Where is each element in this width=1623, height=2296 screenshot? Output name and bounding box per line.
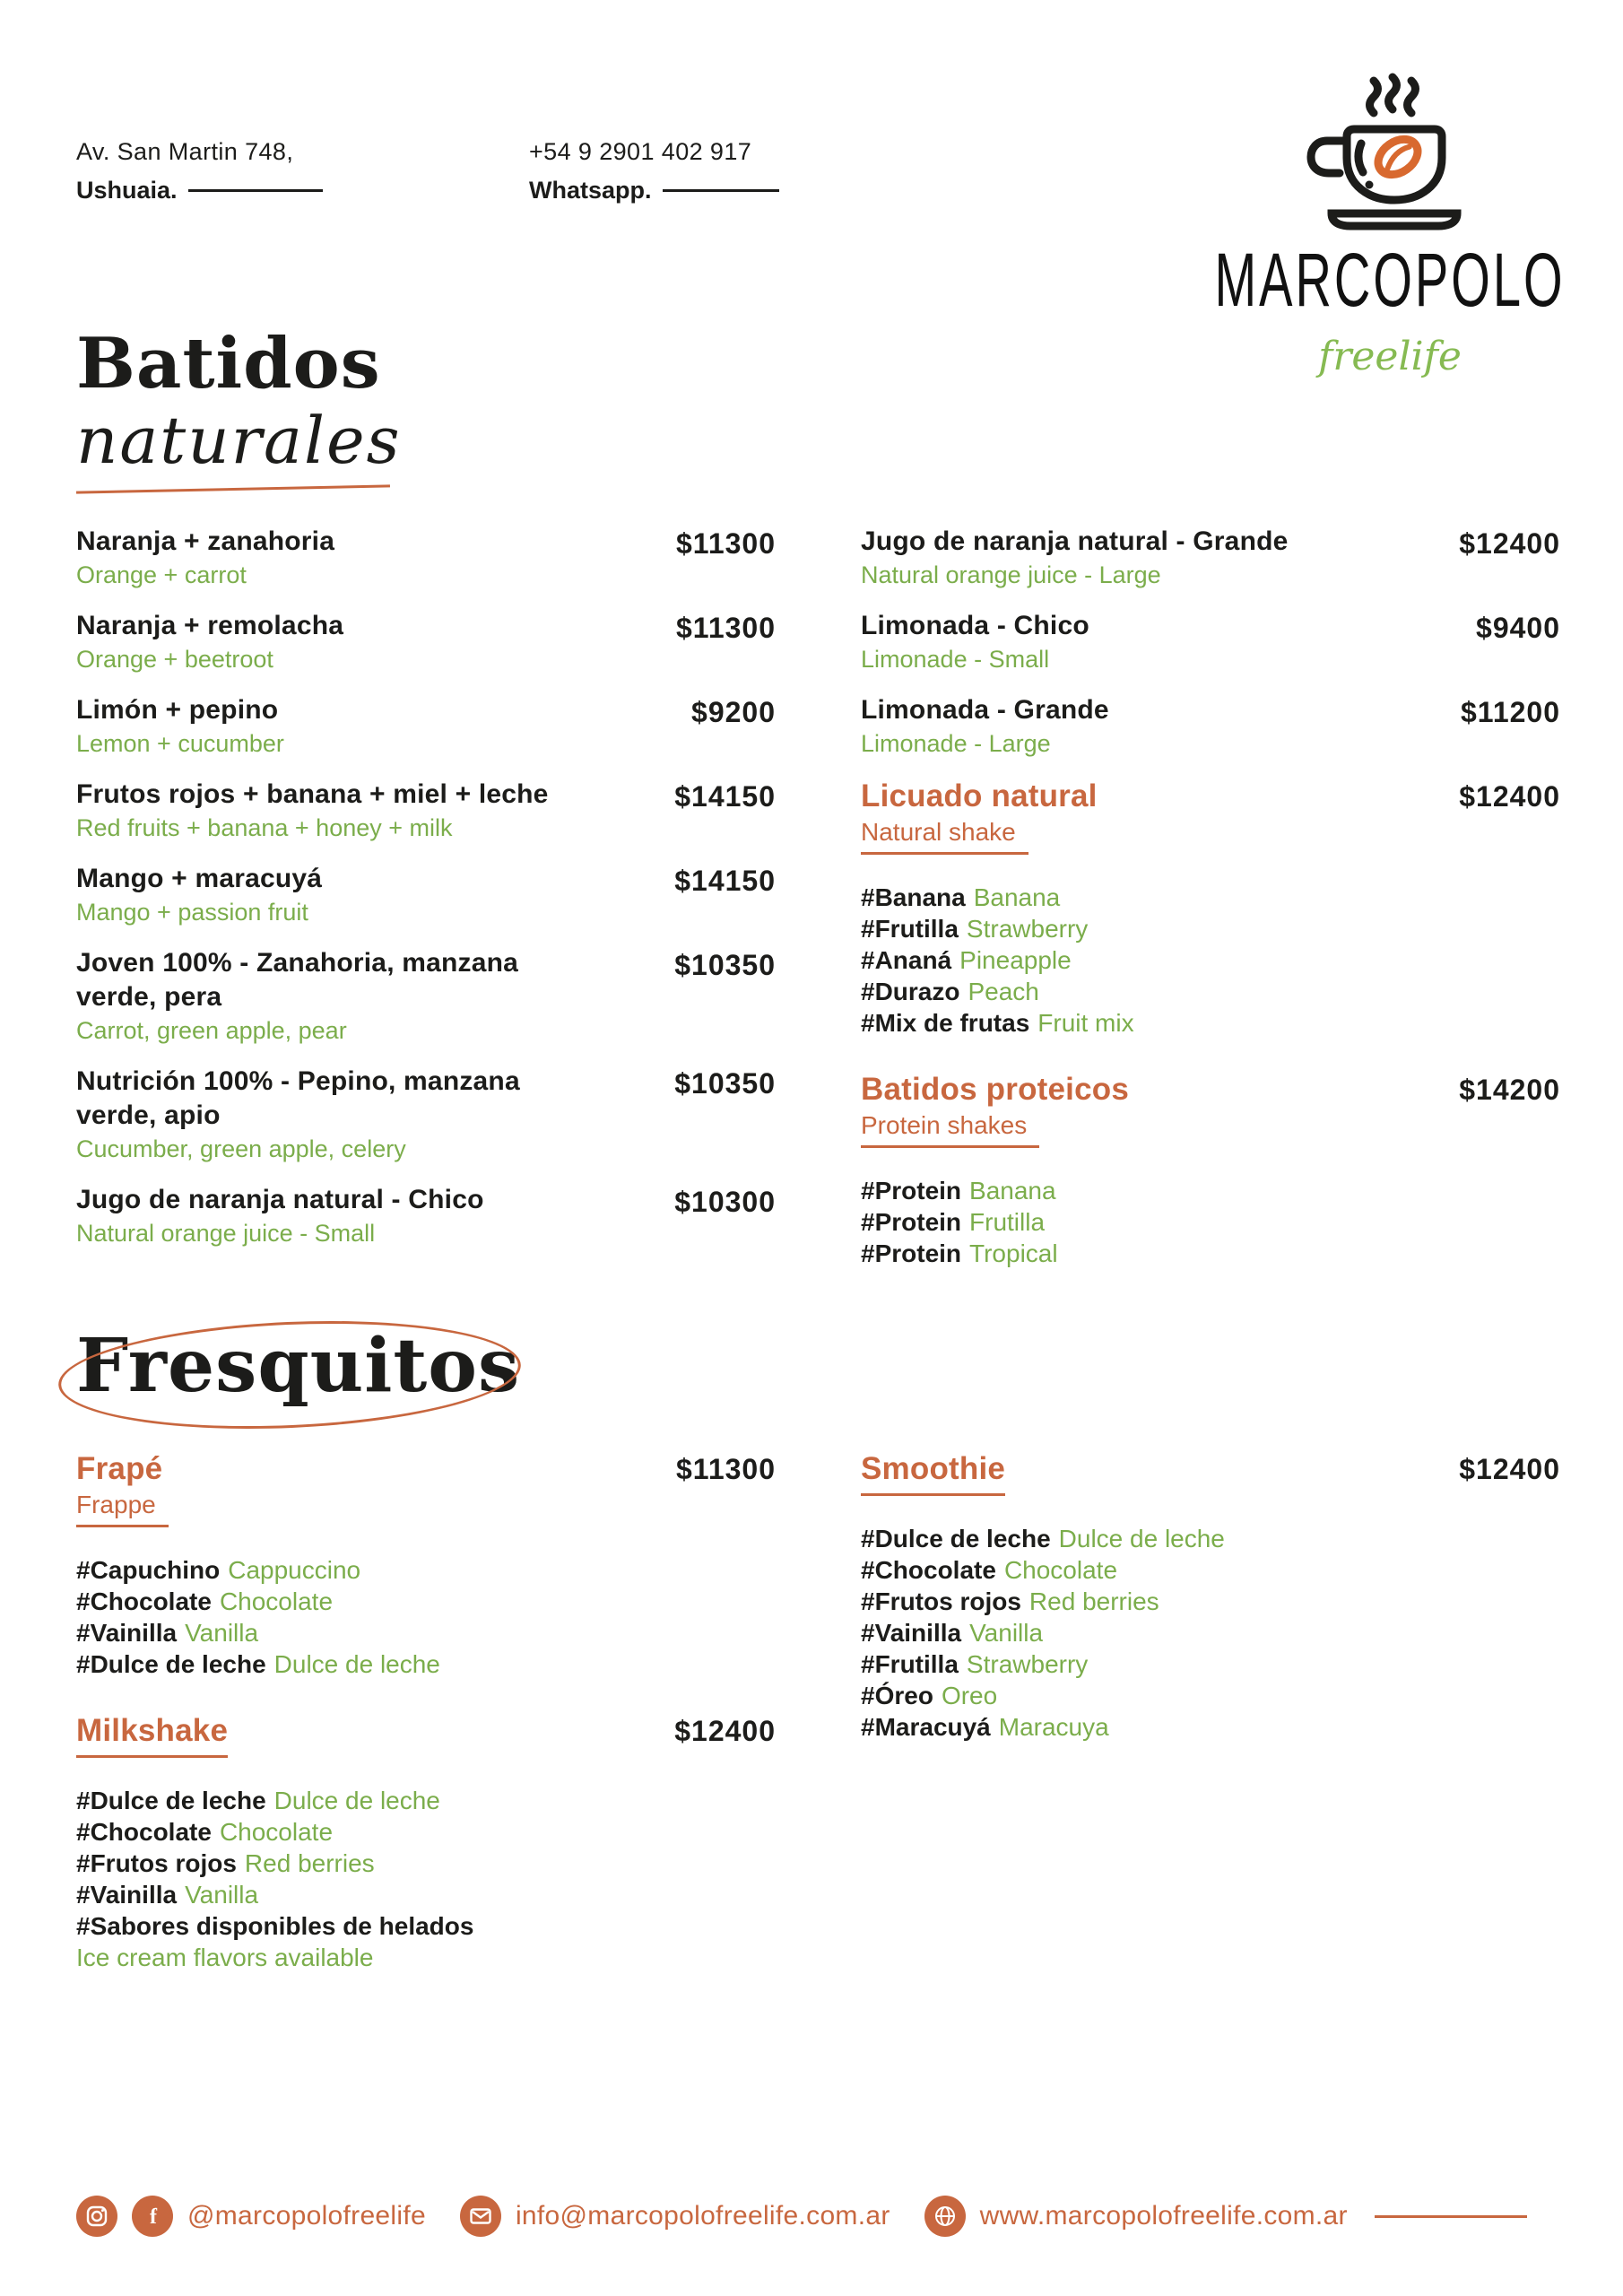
frape-flavor-list [76, 1554, 776, 1680]
milkshake-heading [76, 1712, 776, 1758]
title-fresquitos: Fresquitos [76, 1323, 521, 1409]
frape-heading [76, 1450, 776, 1527]
subsection-title: Licuado natural [861, 778, 1098, 813]
menu-item-row [76, 1065, 776, 1164]
smoothie-flavor-list [861, 1523, 1560, 1743]
flavor-line: #Chocolate Chocolate [861, 1556, 1118, 1584]
item-price: $14200 [1459, 1074, 1560, 1106]
subsection-subtitle: Protein shakes [861, 1109, 1039, 1148]
menu-item-row [76, 862, 776, 927]
item-name: Jugo de naranja natural - Chico [76, 1185, 484, 1214]
item-name: Nutrición 100% - Pepino, manzana verde, apio [76, 1066, 520, 1130]
flavor-line: #Ananá Pineapple [861, 946, 1072, 974]
svg-text:f: f [150, 2205, 157, 2228]
title-batidos: Batidos [76, 323, 381, 404]
flavor-line: #Capuchino Cappuccino [76, 1556, 361, 1584]
flavor-line: #Frutos rojos Red berries [76, 1849, 375, 1877]
decorative-rule [1375, 2215, 1527, 2218]
item-translation: Cucumber, green apple, celery [76, 1135, 406, 1162]
website-url[interactable]: www.marcopolofreelife.com.ar [979, 2201, 1348, 2231]
item-name: Mango + maracuyá [76, 864, 323, 893]
item-translation: Carrot, green apple, pear [76, 1017, 347, 1044]
item-name: Jugo de naranja natural - Grande [861, 526, 1289, 556]
proteicos-flavor-list [861, 1175, 1560, 1269]
milkshake-flavor-list [76, 1785, 776, 1973]
brand-tagline: freelife [1318, 334, 1462, 379]
decorative-rule [188, 189, 323, 192]
item-translation: Natural orange juice - Small [76, 1220, 376, 1247]
subsection-title: Frapé [76, 1451, 163, 1486]
item-translation: Orange + beetroot [76, 646, 273, 673]
menu-item-row [861, 693, 1560, 759]
phone-block [529, 136, 779, 205]
item-translation: Natural orange juice - Large [861, 561, 1161, 588]
item-translation: Lemon + cucumber [76, 730, 284, 757]
item-price: $11200 [1460, 696, 1560, 728]
menu-item-row [76, 946, 776, 1046]
item-name: Naranja + zanahoria [76, 526, 335, 556]
item-price: $12400 [1459, 780, 1560, 813]
subsection-subtitle: Natural shake [861, 815, 1028, 855]
fresquitos-left-column [76, 1439, 776, 2005]
item-translation: Orange + carrot [76, 561, 247, 588]
item-price: $10300 [674, 1186, 776, 1218]
brand-logo [1197, 72, 1583, 379]
item-name: Joven 100% - Zanahoria, manzana verde, pera [76, 948, 519, 1012]
coffee-cup-icon [1284, 72, 1496, 239]
subsection-title: Smoothie [861, 1450, 1005, 1496]
menu-item-row [76, 693, 776, 759]
mail-icon[interactable] [460, 2196, 501, 2237]
menu-item-row [76, 609, 776, 674]
flavor-line: #Vainilla Vanilla [76, 1881, 259, 1909]
item-name: Limonada - Grande [861, 695, 1109, 725]
flavor-line: #Frutilla Strawberry [861, 1650, 1089, 1678]
flavor-line: #Mix de frutas Fruit mix [861, 1009, 1134, 1037]
flavor-line: #Dulce de leche Dulce de leche [76, 1650, 440, 1678]
flavor-line: #Maracuyá Maracuya [861, 1713, 1109, 1741]
instagram-icon[interactable] [76, 2196, 117, 2237]
address-city: Ushuaia. [76, 177, 178, 204]
subsection-subtitle: Frappe [76, 1488, 169, 1527]
item-name: Limonada - Chico [861, 611, 1089, 640]
flavor-line: #Chocolate Chocolate [76, 1587, 334, 1615]
item-price: $11300 [675, 612, 776, 644]
batidos-left-column [76, 525, 776, 1301]
globe-icon[interactable] [924, 2196, 966, 2237]
menu-item-row [76, 778, 776, 843]
item-price: $12400 [674, 1715, 776, 1747]
facebook-icon[interactable] [132, 2196, 173, 2237]
flavor-line: #Óreo Oreo [861, 1682, 998, 1709]
brand-name: MARCOPOLO [1214, 237, 1566, 322]
item-translation: Red fruits + banana + honey + milk [76, 814, 453, 841]
item-translation: Limonade - Small [861, 646, 1050, 673]
flavor-line: #Chocolate Chocolate [76, 1818, 334, 1846]
licuado-flavor-list [861, 882, 1560, 1039]
item-name: Limón + pepino [76, 695, 279, 725]
item-price: $11300 [675, 1453, 776, 1485]
flavor-line: #Durazo Peach [861, 978, 1039, 1005]
section-title-fresquitos [76, 1317, 520, 1415]
title-underline [76, 484, 390, 493]
item-price: $12400 [1459, 527, 1560, 560]
batidos-right-column [861, 525, 1560, 1301]
flavor-line: #Frutos rojos Red berries [861, 1587, 1159, 1615]
flavor-line: #Vainilla Vanilla [76, 1619, 259, 1647]
fresquitos-right-column [861, 1439, 1560, 2005]
address-block [76, 136, 323, 205]
email-address[interactable]: info@marcopolofreelife.com.ar [515, 2201, 890, 2231]
flavor-line: #Protein Frutilla [861, 1208, 1046, 1236]
phone-number: +54 9 2901 402 917 [529, 138, 752, 165]
flavor-line: #Protein Tropical [861, 1239, 1058, 1267]
item-translation: Mango + passion fruit [76, 899, 308, 926]
menu-item-row [76, 525, 776, 590]
flavor-line: #Protein Banana [861, 1177, 1056, 1205]
subsection-title: Batidos proteicos [861, 1072, 1130, 1107]
address-line: Av. San Martin 748, [76, 138, 294, 165]
decorative-rule [663, 189, 779, 192]
flavor-line: #Frutilla Strawberry [861, 915, 1089, 943]
item-price: $10350 [674, 949, 776, 981]
fresquitos-menu-grid [76, 1439, 1560, 2005]
flavor-line: #Sabores disponibles de helados [76, 1912, 474, 1940]
item-price: $11300 [675, 527, 776, 560]
menu-item-row [76, 1183, 776, 1248]
section-title-batidos [76, 325, 402, 491]
item-name: Naranja + remolacha [76, 611, 344, 640]
flavor-line: #Banana Banana [861, 883, 1061, 911]
item-translation: Limonade - Large [861, 730, 1051, 757]
footer [76, 2196, 1560, 2237]
item-price: $9200 [691, 696, 776, 728]
title-naturales: naturales [76, 403, 402, 478]
item-price: $12400 [1459, 1453, 1560, 1485]
item-name: Frutos rojos + banana + miel + leche [76, 779, 549, 809]
flavor-line: #Vainilla Vanilla [861, 1619, 1044, 1647]
menu-item-row [861, 609, 1560, 674]
item-price: $9400 [1476, 612, 1560, 644]
item-price: $10350 [674, 1067, 776, 1100]
flavor-line: #Dulce de leche Dulce de leche [76, 1787, 440, 1814]
item-price: $14150 [674, 780, 776, 813]
licuado-natural-heading [861, 778, 1560, 855]
phone-label: Whatsapp. [529, 177, 652, 204]
batidos-proteicos-heading [861, 1071, 1560, 1148]
subsection-title: Milkshake [76, 1712, 228, 1758]
smoothie-heading [861, 1450, 1560, 1496]
social-handle[interactable]: @marcopolofreelife [187, 2201, 426, 2231]
batidos-menu-grid [76, 525, 1560, 1301]
flavor-line: #Dulce de leche Dulce de leche [861, 1525, 1225, 1552]
milkshake-note: Ice cream flavors available [76, 1944, 374, 1971]
menu-item-row [861, 525, 1560, 590]
item-price: $14150 [674, 865, 776, 897]
